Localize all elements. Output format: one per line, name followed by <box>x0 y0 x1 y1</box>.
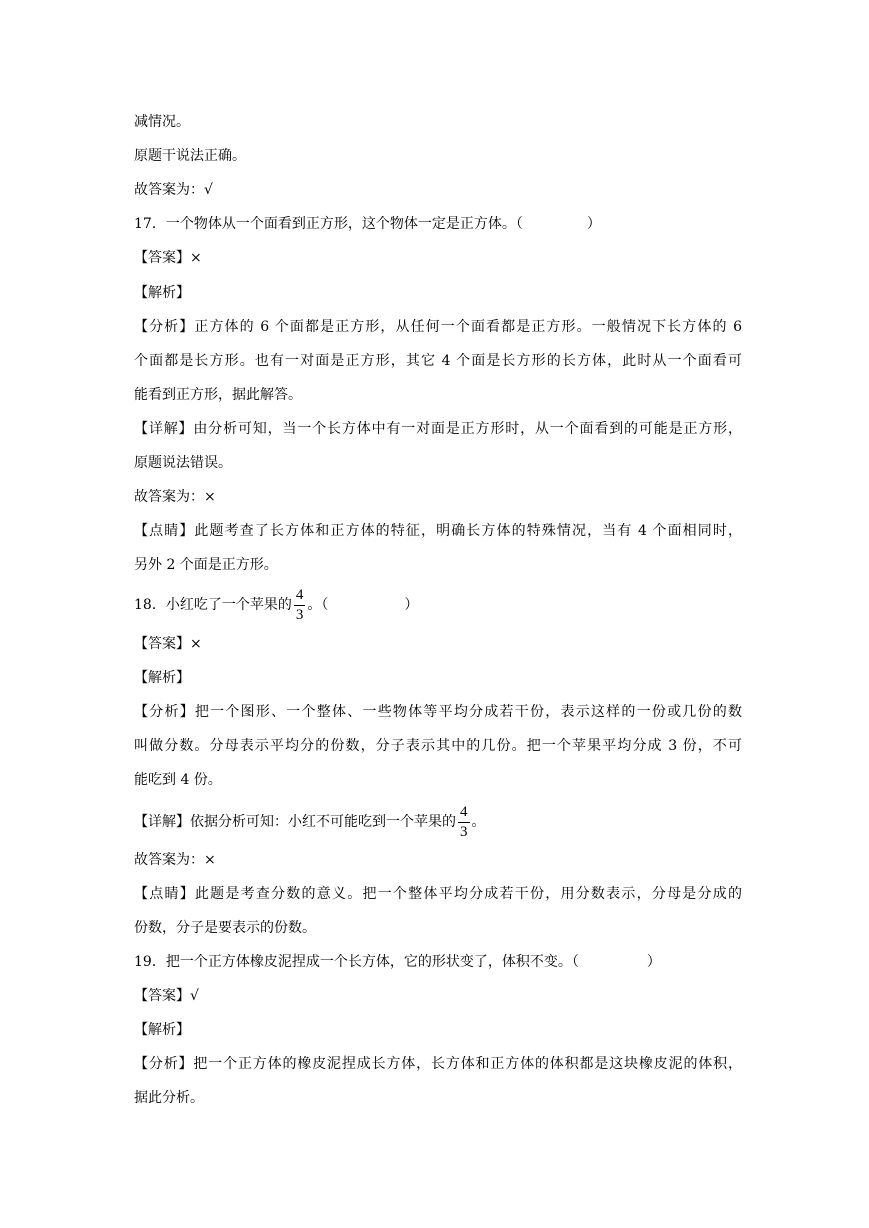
analysis-text: 【分析】把一个正方体的橡皮泥捏成长方体，长方体和正方体的体积都是这块橡皮泥的体积， <box>134 1056 742 1072</box>
text-line: 故答案为：√ <box>134 182 213 198</box>
detail-text: 原题说法错误。 <box>134 455 232 471</box>
question-18 <box>134 585 742 625</box>
comment-text: 份数，分子是要表示的份数。 <box>134 920 316 936</box>
comment-text: 【点睛】此题考查了长方体和正方体的特征，明确长方体的特殊情况，当有 4 个面相同时， <box>134 523 742 539</box>
result-text: 故答案为：× <box>134 489 216 505</box>
analysis-text: 【分析】把一个图形、一个整体、一些物体等平均分成若干份，表示这样的一份或几份的数 <box>134 704 742 720</box>
question-text: 17．一个物体从一个面看到正方形，这个物体一定是正方体。（ <box>134 216 523 232</box>
answer-label: 【答案】√ <box>134 988 199 1004</box>
analysis-text: 能看到正方形，据此解答。 <box>134 387 302 403</box>
comment-text: 【点睛】此题是考查分数的意义。把一个整体平均分成若干份，用分数表示，分母是分成的 <box>134 886 742 902</box>
question-19 <box>134 954 742 970</box>
question-17 <box>134 216 742 232</box>
answer-label: 【答案】× <box>134 250 202 266</box>
question-paren: ） <box>404 597 419 613</box>
question-paren: ） <box>586 216 601 232</box>
analysis-text: 【分析】正方体的 6 个面都是正方形，从任何一个面看都是正方形。一般情况下长方体的 6 <box>134 319 742 335</box>
question-text: 18．小红吃了一个苹果的 <box>134 597 292 613</box>
comment-text: 另外 2 个面是正方形。 <box>134 557 278 573</box>
analysis-text: 叫做分数。分母表示平均分的份数，分子表示其中的几份。把一个苹果平均分成 3 份，不可 <box>134 738 742 754</box>
answer-label: 【答案】× <box>134 636 202 652</box>
fraction-denominator: 3 <box>295 606 304 623</box>
fraction <box>458 804 470 841</box>
analysis-label: 【解析】 <box>134 670 190 686</box>
fraction-numerator: 4 <box>294 587 306 606</box>
detail-text <box>134 802 742 842</box>
result-text: 故答案为：× <box>134 852 216 868</box>
fraction-denominator: 3 <box>460 823 468 840</box>
analysis-text: 能吃到 4 份。 <box>134 772 222 788</box>
fraction-numerator: 4 <box>458 804 470 823</box>
analysis-text: 据此分析。 <box>134 1090 204 1106</box>
text-line: 减情况。 <box>134 114 190 130</box>
analysis-label: 【解析】 <box>134 1022 190 1038</box>
detail-text-part: 。 <box>471 814 486 830</box>
detail-text: 【详解】由分析可知，当一个长方体中有一对面是正方形时，从一个面看到的可能是正方形， <box>134 421 742 437</box>
analysis-label: 【解析】 <box>134 285 190 301</box>
question-paren: ） <box>646 954 661 970</box>
text-line: 原题干说法正确。 <box>134 148 246 164</box>
detail-text-part: 【详解】依据分析可知：小红不可能吃到一个苹果的 <box>134 814 456 830</box>
question-text: 19．把一个正方体橡皮泥捏成一个长方体，它的形状变了，体积不变。（ <box>134 954 579 970</box>
analysis-text: 个面都是长方形。也有一对面是正方形，其它 4 个面是长方形的长方体，此时从一个面看可 <box>134 353 742 369</box>
question-text: 。（ <box>307 597 329 613</box>
fraction <box>294 587 306 624</box>
